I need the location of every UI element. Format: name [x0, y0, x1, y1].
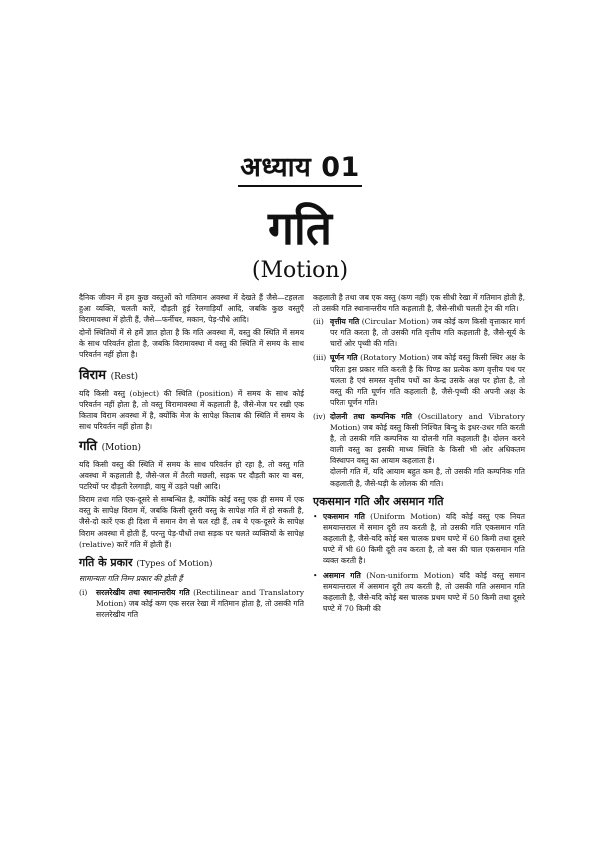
item-marker: (ii) — [313, 317, 324, 327]
motion-heading — [79, 439, 304, 456]
bullet-title-english: (Uniform Motion) — [370, 511, 441, 521]
item-text: जब कोई वस्तु किसी निश्चित बिन्दु के इधर-उधर गति करती है, तो उसकी गति कम्पनिक या दोलनी गति कहलाती है। दोलन करने वाली वस्तु का इसकी माध्य स्थिति के किसी भी ओर अधिकतम विस्थापन वस्तु का आयाम कहलाता है। — [330, 423, 525, 466]
item-marker: (i) — [79, 587, 88, 597]
item-text: जब कोई कण एक सरल रेखा में गतिमान होता है, तो उसकी गति सरलरेखीय गति — [96, 598, 304, 619]
bullet-title: असमान गति — [323, 571, 361, 581]
rest-heading-english: (Rest) — [110, 371, 138, 382]
item-title: सरलरेखीय तथा स्थानान्तरीय गति — [96, 587, 190, 597]
rest-heading-hindi: विराम — [79, 367, 107, 383]
item-title-english: (Rotatory Motion) — [360, 353, 430, 363]
item-title-english: (Rectilinear and Translatory Motion) — [96, 587, 304, 608]
continued-paragraph: कहलाती है तथा जब एक वस्तु (कण नहीं) एक सीधी रेखा में गतिमान होती है, तो उसकी गति स्थानान्तरीय गति कहलाती है, जैसे-सीधी चलती ट्रेन की गति। — [313, 293, 525, 314]
bullet-item — [313, 511, 525, 566]
rest-paragraph: यदि किसी वस्तु (object) की स्थिति (position) में समय के साथ कोई परिवर्तन नहीं होता है, तो वस्तु विरामावस्था में कहलाती है, जैसे-मेज पर रखी एक किताब विराम अवस्था में है, क्योंकि मेज के सापेक्ष किताब की स्थिति में समय के साथ परिवर्तन नहीं होता है। — [79, 388, 304, 431]
motion-paragraph-2: विराम तथा गति एक-दूसरे से सम्बन्धित है, क्योंकि कोई वस्तु एक ही समय में एक वस्तु के सापेक्ष विराम में, जबकि किसी दूसरी वस्तु के सापेक्ष गति में हो सकती है, जैसे-दो कारें एक ही दिशा में समान वेग से चल रही हैं, तब ये एक-दूसरे के सापेक्ष विराम अवस्था में होती हैं, परन्तु पेड़-पौधों तथा सड़क पर चलते व्यक्तियों के सापेक्ष (relative) कारें गति में होती हैं। — [79, 495, 304, 549]
item-marker: (iii) — [313, 353, 327, 363]
left-column — [79, 292, 304, 623]
rest-heading — [79, 368, 304, 385]
intro-paragraph-1: दैनिक जीवन में हम कुछ वस्तुओं को गतिमान अवस्था में देखते हैं जैसे—टहलता हुआ व्यक्ति, चलती कारें, दौड़ती हुई रेलगाड़ियाँ आदि, जबकि कुछ वस्तुएँ विरामावस्था में होती हैं, जैसे—फर्नीचर, मकान, पेड़-पौधे आदि। — [79, 293, 304, 325]
bullet-icon: • — [313, 511, 318, 521]
types-heading — [79, 556, 304, 571]
page-title: गति — [267, 201, 333, 255]
list-item — [313, 316, 525, 349]
item-title: वृत्तीय गति — [330, 317, 360, 327]
item-title: घूर्णन गति — [330, 353, 358, 363]
list-item — [313, 411, 525, 489]
list-item — [79, 587, 304, 620]
item-text: जब कोई वस्तु किसी स्थिर अक्ष के परितः इस प्रकार गति करती है कि पिण्ड का प्रत्येक कण वृत्तीय पथ पर चलता है एवं समस्त वृत्तीय पथों का केन्द्र उसके अक्ष पर होता है, तो वस्तु की गति घूर्णन गति कहलाती है, जैसे-पृथ्वी की अपनी अक्ष के परितः घूर्णन गति। — [330, 353, 525, 407]
bullet-item — [313, 570, 525, 614]
types-heading-hindi: गति के प्रकार — [79, 555, 133, 569]
bullet-title-english: (Non-uniform Motion) — [366, 571, 455, 581]
bullet-title: एकसमान गति — [323, 511, 365, 521]
item-text-continued: दोलनी गति में, यदि आयाम बहुत कम है, तो उसकी गति कम्पनिक गति कहलाती है, जैसे-घड़ी के लोलक की गति। — [330, 467, 525, 488]
chapter-label: अध्याय 01 — [240, 152, 360, 183]
page-subtitle: (Motion) — [251, 258, 349, 283]
item-text: जब कोई कण किसी वृत्ताकार मार्ग पर गति करता है, तो उसकी गति वृत्तीय गति कहलाती है, जैसे-सूर्य के चारों ओर पृथ्वी की गति। — [330, 317, 526, 349]
list-item — [313, 352, 525, 407]
item-marker: (iv) — [313, 411, 326, 421]
types-note: सामान्यतः गति निम्न प्रकार की होती हैं — [79, 573, 183, 583]
uniform-motion-heading: एकसमान गति और असमान गति — [313, 494, 444, 508]
motion-heading-hindi: गति — [79, 438, 98, 454]
motion-heading-english: (Motion) — [101, 442, 142, 453]
chapter-underline — [238, 185, 362, 187]
intro-paragraph-2: दोनों स्थितियों में से हमें ज्ञात होता है कि गति अवस्था में, वस्तु की स्थिति में समय के साथ परिवर्तन होता है, जबकि विरामावस्था में वस्तु की स्थिति में समय के साथ परिवर्तन नहीं होता है। — [79, 328, 304, 360]
item-title-english: (Oscillatory and Vibratory Motion) — [330, 411, 525, 433]
item-title: दोलनी तथा कम्पनिक गति — [330, 411, 412, 421]
right-column — [313, 292, 525, 618]
types-heading-english: (Types of Motion) — [136, 558, 213, 569]
bullet-icon: • — [313, 571, 318, 581]
bullet-text: यदि कोई वस्तु समान समयान्तराल में असमान दूरी तय करती है, तो उसकी गति असमान गति कहलाती है, जैसे-यदि कोई बस चालक प्रथम घण्टे में 50 किमी तथा दूसरे घण्टे में 70 किमी की — [323, 571, 525, 614]
bullet-text: यदि कोई वस्तु एक नियत समयान्तराल में समान दूरी तय करती है, तो उसकी गति एकसमान गति कहलाती है, जैसे-यदि कोई बस चालक प्रथम घण्टे में 60 किमी तथा दूसरे घण्टे में भी 60 किमी दूरी तय करता है, तो बस की चाल एकसमान गति व्यक्त करती है। — [323, 511, 525, 565]
motion-paragraph-1: यदि किसी वस्तु की स्थिति में समय के साथ परिवर्तन हो रहा है, तो वस्तु गति अवस्था में कहलाती है, जैसे-जल में तैरती मछली, सड़क पर दौड़ती कार या बस, पटरियों पर दौड़ती रेलगाड़ी, वायु में उड़ते पक्षी आदि। — [79, 459, 304, 492]
item-title-english: (Circular Motion) — [361, 317, 430, 327]
